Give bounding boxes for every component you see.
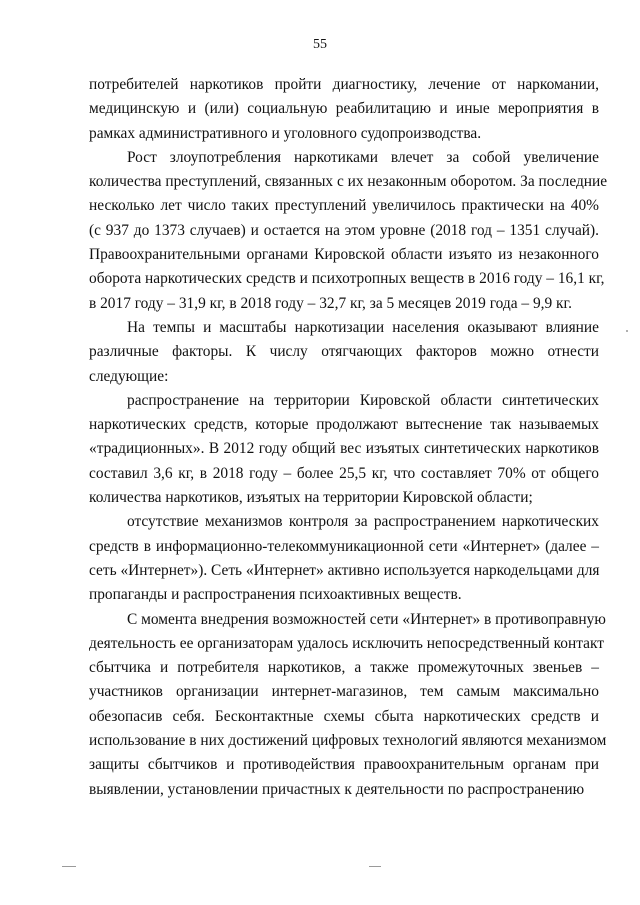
text-line: количества наркотиков, изъятых на территории Кировской области;: [89, 489, 533, 507]
text-line: потребителей наркотиков пройти диагностику, лечение от наркомании,: [89, 76, 599, 93]
text-line: защиты сбытчиков и противодействия правоохранительным органам при: [89, 756, 599, 774]
document-body: [89, 73, 608, 802]
text-line: деятельность ее организаторам удалось исключить непосредственный контакт: [89, 634, 604, 652]
paragraph: [89, 510, 599, 607]
text-line: Рост злоупотребления наркотиками влечет за собой увеличение: [127, 148, 599, 166]
text-line: «традиционных». В 2012 году общий вес изъятых синтетических наркотиков: [89, 440, 599, 458]
text-line: отсутствие механизмов контроля за распространением наркотических: [127, 513, 599, 531]
page-number: 55: [313, 37, 327, 52]
text-line: сбытчика и потребителя наркотиков, а также промежуточных звеньев –: [89, 659, 599, 677]
text-line: На темпы и масштабы наркотизации населения оказывают влияние: [127, 318, 599, 336]
text-line: Правоохранительными органами Кировской области изъято из незаконного: [89, 246, 599, 264]
text-line: наркотических средств, которые продолжают вытеснение так называемых: [89, 416, 599, 434]
text-line: обезопасив себя. Бесконтактные схемы сбыта наркотических средств и: [89, 707, 599, 725]
text-line: сеть «Интернет»). Сеть «Интернет» активно используется наркодельцами для: [89, 561, 600, 579]
text-line: использование в них достижений цифровых технологий являются механизмом: [89, 732, 607, 750]
text-line: оборота наркотических средств и психотропных веществ в 2016 году – 16,1 кг,: [89, 270, 605, 288]
text-line: различные факторы. К числу отягчающих факторов можно отнести: [89, 343, 599, 361]
text-line: несколько лет число таких преступлений увеличилось практически на 40%: [89, 197, 599, 215]
text-line: следующие:: [89, 367, 169, 385]
paragraph: [89, 73, 599, 146]
text-line: средств в информационно-телекоммуникационной сети «Интернет» (далее –: [89, 537, 599, 555]
paragraph: [89, 608, 607, 802]
text-line: выявлении, установлении причастных к деятельности по распространению: [89, 780, 585, 798]
paragraph: [89, 146, 608, 316]
paragraph: [89, 316, 599, 389]
text-line: пропаганды и распространения психоактивных веществ.: [89, 586, 462, 604]
text-line: в 2017 году – 31,9 кг, в 2018 году – 32,7 кг, за 5 месяцев 2019 года – 9,9 кг.: [89, 294, 572, 312]
text-line: количества преступлений, связанных с их незаконным оборотом. За последние: [89, 173, 608, 191]
text-line: составил 3,6 кг, в 2018 году – более 25,5 кг, что составляет 70% от общего: [89, 464, 599, 482]
text-line: распространение на территории Кировской области синтетических: [127, 391, 599, 409]
text-line: участников организации интернет-магазинов, тем самым максимально: [89, 683, 599, 701]
text-line: С момента внедрения возможностей сети «Интернет» в противоправную: [127, 610, 606, 628]
text-line: медицинскую и (или) социальную реабилитацию и иные мероприятия в: [89, 100, 599, 118]
scan-artifact-center: [369, 866, 381, 867]
text-line: рамках административного и уголовного судопроизводства.: [89, 124, 482, 142]
paragraph: [89, 389, 599, 510]
scan-artifact-edge: [626, 330, 628, 332]
scan-artifact-left: [62, 866, 76, 867]
text-line: (с 937 до 1373 случаев) и остается на этом уровне (2018 год – 1351 случай).: [89, 221, 599, 239]
